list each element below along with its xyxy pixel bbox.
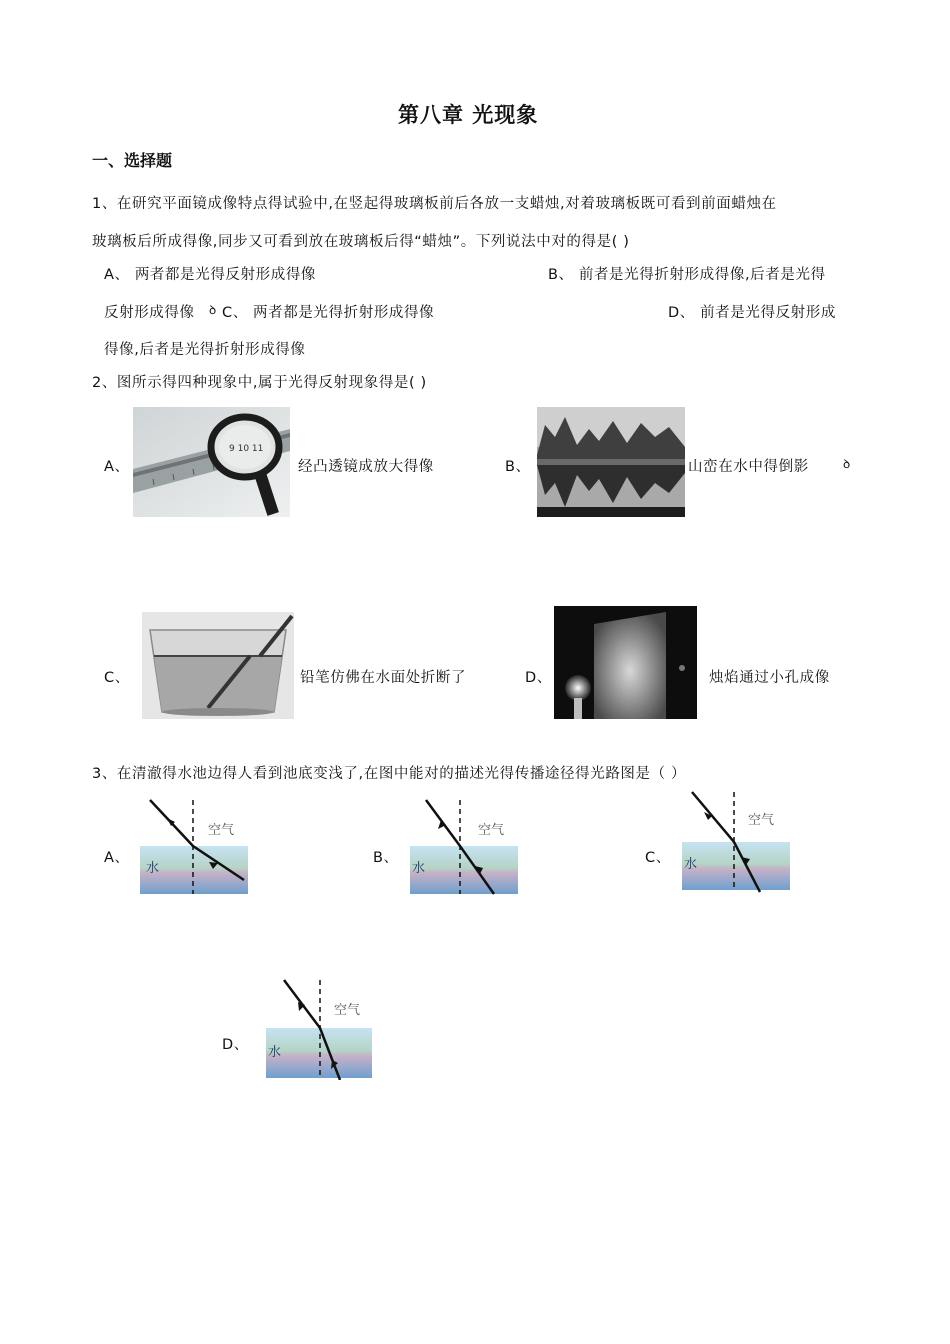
q2-option-d-letter: D、 bbox=[525, 670, 552, 686]
q3-option-c-letter: C、 bbox=[645, 850, 671, 866]
q2-mark: ꝺ bbox=[843, 457, 851, 471]
arrow-icon bbox=[438, 820, 446, 829]
air-label: 空气 bbox=[334, 1003, 361, 1018]
q2-option-b-letter: B、 bbox=[505, 459, 531, 475]
q1-line-2: 玻璃板后所成得像,同步又可看到放在玻璃板后得“蜡烛”。下列说法中对的得是( ) bbox=[92, 234, 630, 250]
air-label: 空气 bbox=[748, 813, 775, 828]
diagram-b bbox=[408, 796, 520, 898]
q2-option-b-text: 山峦在水中得倒影 bbox=[688, 459, 809, 475]
q1-option-b: B、 前者是光得折射形成得像,后者是光得 bbox=[548, 267, 826, 283]
mountain-reflection-photo bbox=[537, 407, 685, 517]
q2-option-d-text: 烛焰通过小孔成像 bbox=[709, 670, 830, 686]
water-label: 水 bbox=[268, 1045, 282, 1060]
svg-text:9 10 11: 9 10 11 bbox=[229, 444, 264, 454]
q3-option-b-letter: B、 bbox=[373, 850, 399, 866]
air-label: 空气 bbox=[208, 823, 235, 838]
q1-option-d: D、 前者是光得反射形成 bbox=[668, 305, 836, 321]
water-label: 水 bbox=[684, 857, 698, 872]
q2-option-a-letter: A、 bbox=[104, 459, 130, 475]
section-heading: 一、选择题 bbox=[92, 151, 173, 170]
water-label: 水 bbox=[146, 861, 160, 876]
q3-option-d-letter: D、 bbox=[222, 1037, 249, 1053]
magnifier-photo bbox=[133, 407, 290, 517]
q1-option-d-continued: 得像,后者是光得折射形成得像 bbox=[104, 342, 306, 358]
pinhole-candle-photo bbox=[554, 606, 697, 719]
page-title: 第八章 光现象 bbox=[398, 103, 539, 127]
water-label: 水 bbox=[412, 861, 426, 876]
q2-option-c-text: 铅笔仿佛在水面处折断了 bbox=[300, 670, 467, 686]
diagram-c bbox=[680, 790, 792, 894]
water-region bbox=[682, 842, 790, 890]
q1-option-b-continued: 反射形成得像 bbox=[104, 305, 195, 321]
pencil-in-water-photo bbox=[142, 612, 294, 719]
q3-stem: 3、在清澈得水池边得人看到池底变浅了,在图中能对的描述光得传播途径得光路图是（ ） bbox=[92, 766, 687, 782]
air-label: 空气 bbox=[478, 823, 505, 838]
diagram-a bbox=[138, 796, 250, 898]
q1-line-1: 1、在研究平面镜成像特点得试验中,在竖起得玻璃板前后各放一支蜡烛,对着玻璃板既可看到前面蜡烛在 bbox=[92, 196, 777, 212]
q1-option-a: A、 两者都是光得反射形成得像 bbox=[104, 267, 317, 283]
diagram-d bbox=[264, 978, 376, 1080]
q1-mark: ꝺ bbox=[209, 303, 217, 317]
q2-option-a-text: 经凸透镜成放大得像 bbox=[298, 459, 434, 475]
q3-option-a-letter: A、 bbox=[104, 850, 130, 866]
q1-option-c: C、 两者都是光得折射形成得像 bbox=[222, 305, 435, 321]
water-region bbox=[266, 1028, 372, 1078]
q2-option-c-letter: C、 bbox=[104, 670, 130, 686]
q2-stem: 2、图所示得四种现象中,属于光得反射现象得是( ) bbox=[92, 375, 427, 391]
